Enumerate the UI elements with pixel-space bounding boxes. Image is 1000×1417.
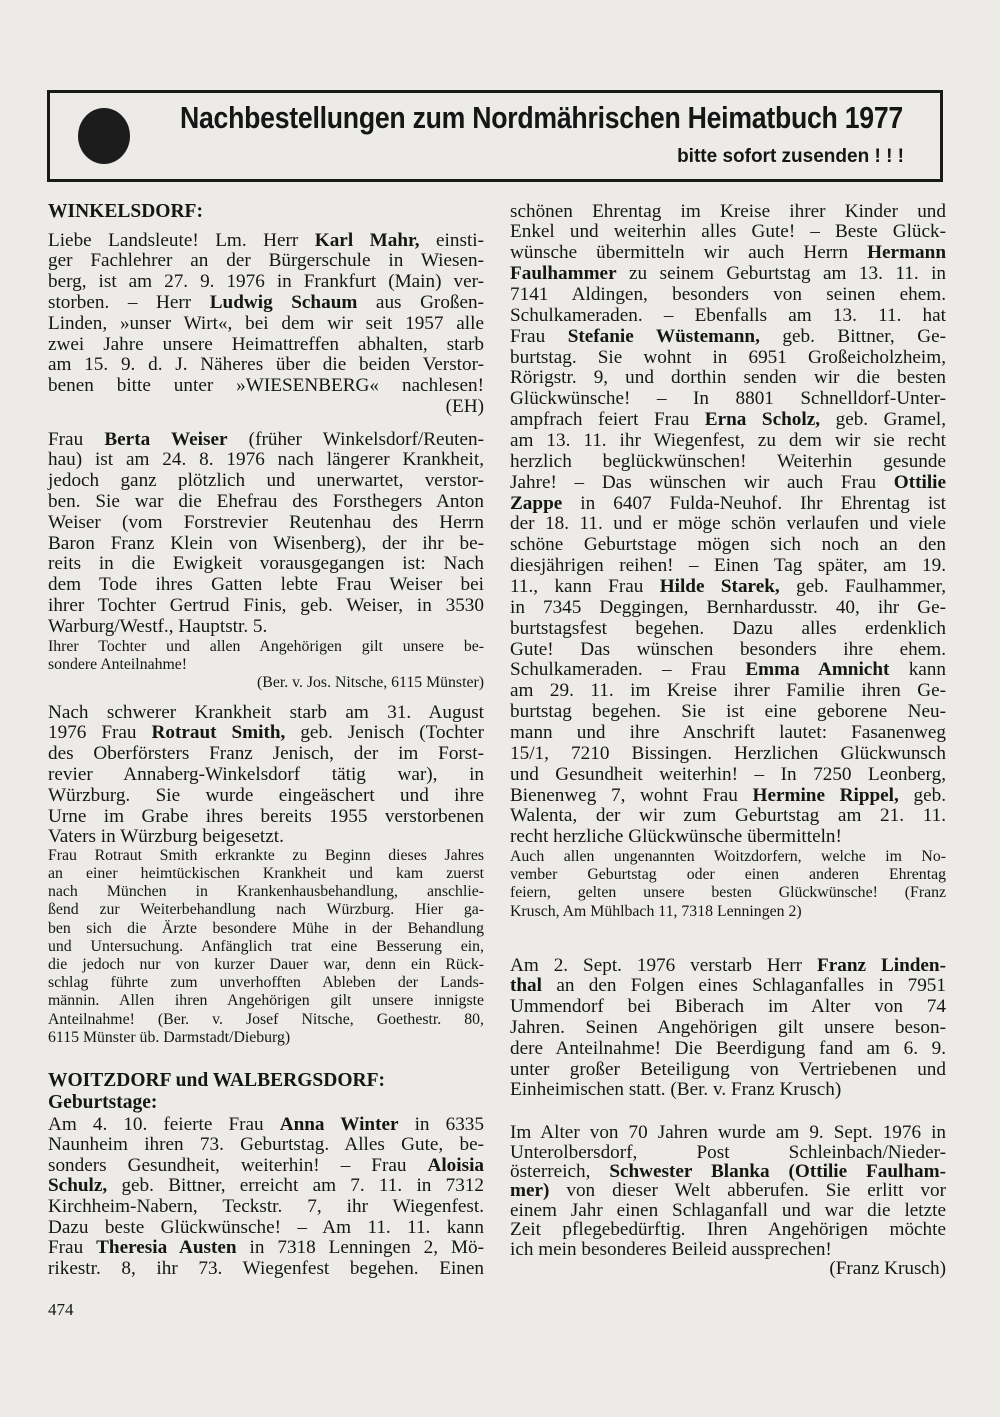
text-line [48, 1259, 484, 1280]
text-line [510, 202, 946, 223]
text-line [48, 1176, 484, 1197]
text-run: (EH) [445, 395, 484, 417]
subheading-geburtstage: Geburtstage: [48, 1092, 158, 1113]
right-column-paragraph [510, 956, 946, 1102]
text-line [510, 660, 946, 681]
text-run: männin. Allen ihren Angehörigen gilt unsere innigste [48, 992, 484, 1010]
section-heading-woitzdorf: WOITZDORF und WALBERGSDORF: [48, 1070, 385, 1091]
text-run: Enkel und weiterhin alles Gute! – Beste Glück- [510, 221, 946, 243]
text-line [510, 956, 946, 977]
text-line [510, 1039, 946, 1060]
text-run: vember Geburtstag oder einen anderen Ehrentag [510, 866, 946, 884]
name-highlight: Erna Scholz, [704, 409, 821, 431]
left-column-paragraph [48, 703, 484, 849]
text-run: burtstag. Sie wohnt in 6951 Großeicholzheim, [510, 346, 946, 368]
text-line [510, 1143, 946, 1162]
text-run: Urne im Grabe ihres bereits 1955 verstorbenen [48, 805, 484, 827]
text-run: am 13. 11. ihr Wiegenfest, zu dem wir sie recht [510, 430, 946, 452]
text-run: Jahre! – Das wünschen wir auch Frau [510, 471, 894, 493]
left-column-paragraph [48, 638, 484, 693]
text-run: in 6407 Fulda-Neuhof. Ihr Ehrentag ist [562, 492, 946, 514]
name-highlight: Theresia Austen [96, 1237, 237, 1259]
announcement-title: Nachbestellungen zum Nordmährischen Heimatbuch 1977 [180, 100, 903, 135]
text-line [510, 264, 946, 285]
name-highlight: Stefanie Wüstemann, [567, 325, 760, 347]
text-line [510, 473, 946, 494]
text-line [48, 974, 484, 992]
text-line [48, 534, 484, 555]
text-line [48, 492, 484, 513]
text-line [48, 938, 484, 956]
text-line [48, 314, 484, 335]
text-line [510, 514, 946, 535]
text-run: Zeit pflegebedürftig. Ihren Angehörigen möchte [510, 1219, 946, 1241]
text-run: österreich, [510, 1161, 610, 1183]
text-run: Nach schwerer Krankheit starb am 31. August [48, 701, 484, 723]
text-line [510, 452, 946, 473]
name-highlight: Zappe [510, 492, 563, 514]
text-line [510, 976, 946, 997]
text-run: Unterolbersdorf, Post Schleinbach/Nieder- [510, 1141, 946, 1163]
text-line [48, 827, 484, 848]
text-run: Naunheim ihren 73. Geburtstag. Alles Gute, be- [48, 1134, 484, 1156]
text-line [48, 765, 484, 786]
text-run: Glückwünsche! – In 8801 Schnelldorf-Unter- [510, 388, 946, 410]
name-highlight: Karl Mahr, [314, 229, 420, 251]
text-line [48, 847, 484, 865]
text-run: Frau [510, 325, 568, 347]
text-run: geb. Jenisch (Tochter [285, 722, 485, 744]
text-line [48, 1218, 484, 1239]
right-column-paragraph [510, 202, 946, 849]
text-line [510, 348, 946, 369]
text-run: Frau [48, 428, 105, 450]
name-highlight: Hilde Starek, [659, 576, 780, 598]
text-run: jedoch ganz plötzlich und unerwartet, verstor- [48, 470, 484, 492]
text-run: Am 2. Sept. 1976 verstarb Herr [510, 954, 817, 976]
text-line [510, 494, 946, 515]
name-highlight: Schulz, [48, 1175, 108, 1197]
text-line [48, 956, 484, 974]
text-line [510, 577, 946, 598]
text-line [48, 901, 484, 919]
text-run: am 15. 9. d. J. Näheres über die beiden Verstor- [48, 354, 484, 376]
text-run: ich mein besonderes Beileid aussprechen! [510, 1238, 832, 1260]
text-line [48, 513, 484, 534]
text-run: schönen Ehrentag im Kreise ihrer Kinder und [510, 200, 946, 222]
text-run: reits in die Ewigkeit vorausgegangen ist: Nach [48, 553, 484, 575]
text-run: rikestr. 8, ihr 73. Wiegenfest begehen. Einen [48, 1257, 484, 1279]
left-column-paragraph [48, 430, 484, 638]
text-run: am 29. 11. im Kreise ihrer Familie ihren Ge- [510, 680, 946, 702]
text-run: 7141 Aldingen, besonders von seinen ehem. [510, 284, 946, 305]
text-line [510, 1018, 946, 1039]
text-run: Baron Franz Klein von Wisenberg), der ihr be- [48, 532, 484, 554]
name-highlight: Hermann [867, 242, 946, 264]
text-run: revier Annaberg-Winkelsdorf tätig war), in [48, 763, 484, 785]
text-line [510, 681, 946, 702]
text-line [510, 1201, 946, 1220]
text-line [48, 450, 484, 471]
text-run: Schulkameraden. – Ebenfalls am 13. 11. hat [510, 304, 946, 326]
text-run: und Gesundheit weiterhin! – In 7250 Leonberg, [510, 763, 946, 785]
text-run: burtstag begehen. Sie ist eine geborene Neu- [510, 701, 946, 723]
text-run: unter großer Beteiligung von Vertriebenen und [510, 1058, 946, 1080]
text-run: recht herzliche Glückwünsche übermitteln! [510, 826, 842, 848]
text-run: in 7345 Deggingen, Bernhardusstr. 40, ihr Ge- [510, 596, 946, 618]
text-run: ger Fachlehrer an der Bürgerschule in Wiesen- [48, 250, 484, 272]
text-run: Einheimischen statt. (Ber. v. Franz Krusch) [510, 1079, 842, 1101]
text-run: 6115 Münster üb. Darmstadt/Dieburg) [48, 1028, 291, 1046]
text-run: in 7318 Lenningen 2, Mö- [236, 1237, 484, 1259]
name-highlight: Franz Linden- [817, 954, 946, 976]
text-run: ben sich die Ärzte besondere Mühe in der Behandlung [48, 919, 484, 937]
text-run: mann und ihre Anschrift lautet: Fasanenweg [510, 722, 946, 744]
text-run: Dazu beste Glückwünsche! – Am 11. 11. kann [48, 1216, 484, 1238]
name-highlight: Hermine Rippel, [752, 784, 899, 806]
text-line [48, 293, 484, 314]
text-line [510, 222, 946, 243]
text-line [48, 554, 484, 575]
text-line [48, 471, 484, 492]
text-run: ihrer Tochter Gertrud Finis, geb. Weiser, in 3530 [48, 594, 484, 616]
text-run: zu seinem Geburtstag am 13. 11. in [616, 263, 946, 285]
text-line [510, 327, 946, 348]
text-run: dem Tode ihres Gatten lebte Frau Weiser bei [48, 574, 484, 596]
text-line [48, 1115, 484, 1136]
text-line [510, 368, 946, 389]
section-heading-winkelsdorf: WINKELSDORF: [48, 201, 203, 222]
text-run: in 6335 [398, 1113, 484, 1135]
name-highlight: mer) [510, 1180, 550, 1202]
text-run: Weiser (vom Forstrevier Reutenhau des Herrn [48, 511, 484, 533]
text-line [510, 306, 946, 327]
text-run: dere Anteilnahme! Die Beerdigung fand am 6. 9. [510, 1037, 946, 1059]
text-run: burtstagsfest begehen. Dazu alles erdenklich [510, 617, 946, 639]
text-run: der 18. 11. und er möge schön verlaufen und viele [510, 513, 946, 535]
text-run: (früher Winkelsdorf/Reuten- [227, 428, 484, 450]
text-run: geb. [898, 784, 946, 806]
text-line [510, 535, 946, 556]
text-run: kann [889, 659, 946, 681]
text-line [48, 575, 484, 596]
text-run: Walenta, der wir zum Geburtstag am 21. 11. [510, 805, 946, 827]
text-run: Ihrer Tochter und allen Angehörigen gilt unsere be- [48, 637, 484, 655]
text-run: Im Alter von 70 Jahren wurde am 9. Sept. 1976 in [510, 1122, 946, 1144]
text-line [48, 883, 484, 901]
text-run: aus Großen- [357, 291, 485, 313]
text-run: an den Folgen eines Schlaganfalles in 7951 [542, 975, 946, 997]
text-line [510, 243, 946, 264]
name-highlight: Ottilie [893, 471, 946, 493]
text-run: einem Jahr einen Schlaganfall und war die letzte [510, 1199, 946, 1221]
text-run: schlag führte zum unverhofften Ableben der Lands- [48, 974, 484, 992]
text-run: Am 4. 10. feierte Frau [48, 1113, 280, 1135]
text-line [510, 1123, 946, 1142]
text-run: ßend zur Weiterbehandlung nach Würzburg. Hier ga- [48, 901, 484, 919]
text-run: geb. Bittner, Ge- [759, 325, 947, 347]
text-line [510, 866, 946, 884]
page-number: 474 [48, 1300, 74, 1319]
text-run: 15/1, 7210 Bissingen. Herzlichen Glückwunsch [510, 742, 946, 764]
text-run: Rörigstr. 9, und dorthin senden wir die besten [510, 367, 946, 389]
text-run: 1976 Frau [48, 722, 152, 744]
text-run: (Franz Krusch) [829, 1258, 946, 1280]
right-column-paragraph [510, 848, 946, 921]
text-line [48, 596, 484, 617]
text-run: sondere Anteilnahme! [48, 656, 188, 674]
text-run: 11., kann Frau [510, 576, 660, 598]
text-run: Liebe Landsleute! Lm. Herr [48, 229, 315, 251]
text-line [510, 903, 946, 921]
text-line [510, 556, 946, 577]
text-line [48, 786, 484, 807]
text-line [48, 703, 484, 724]
text-run: Krusch, Am Mühlbach 11, 7318 Lenningen 2) [510, 902, 802, 920]
name-highlight: Ludwig Schaum [209, 291, 358, 313]
text-run: geb. Gramel, [820, 409, 946, 431]
text-run: geb. Faulhammer, [779, 576, 946, 598]
text-line [510, 1240, 946, 1259]
text-run: Schulkameraden. – Frau [510, 659, 746, 681]
text-run: feiern, gelten unsere besten Glückwünsche! (Franz [510, 884, 946, 902]
text-run: des Oberförsters Franz Jenisch, der im Forst- [48, 743, 484, 765]
text-run: Jahren. Seinen Angehörigen gilt unsere beson- [510, 1016, 946, 1038]
text-line [48, 231, 484, 252]
text-line [48, 335, 484, 356]
text-line [48, 920, 484, 938]
text-line [48, 638, 484, 656]
text-line [510, 884, 946, 902]
text-run: Vaters in Würzburg beigesetzt. [48, 826, 284, 848]
text-line [48, 723, 484, 744]
text-run: Kirchheim-Nabern, Teckstr. 7, ihr Wiegenfest. [48, 1196, 484, 1218]
text-line [510, 1162, 946, 1181]
text-line [510, 619, 946, 640]
text-run: Bienenweg 7, wohnt Frau [510, 784, 753, 806]
text-run: Warburg/Westf., Hauptstr. 5. [48, 615, 268, 637]
name-highlight: Berta Weiser [104, 428, 228, 450]
text-line [510, 640, 946, 661]
text-line [48, 656, 484, 674]
text-line [48, 807, 484, 828]
text-run: ampfrach feiert Frau [510, 409, 705, 431]
text-line [510, 389, 946, 410]
text-line [48, 1156, 484, 1177]
text-run: schöne Geburtstage mögen sich noch an den [510, 534, 946, 556]
text-line [510, 997, 946, 1018]
text-line [48, 617, 484, 638]
text-run: Frau Rotraut Smith erkrankte zu Beginn dieses Jahres [48, 846, 484, 864]
text-line [48, 397, 484, 418]
text-line [510, 1060, 946, 1081]
text-run: Ummendorf bei Biberach im Alter von 74 [510, 996, 946, 1018]
text-run: wünsche übermitteln wir auch Herrn [510, 242, 868, 264]
text-run: geb. Bittner, erreicht am 7. 11. in 7312 [107, 1175, 484, 1197]
text-line [510, 723, 946, 744]
text-run: Linden, »unser Wirt«, bei dem wir seit 1957 alle [48, 312, 484, 334]
text-line [48, 272, 484, 293]
text-run: hau) ist am 24. 8. 1976 nach längerer Krankheit, [48, 449, 484, 471]
text-line [510, 431, 946, 452]
text-line [510, 1220, 946, 1239]
text-run: Auch allen ungenannten Woitzdorfern, welche im No- [510, 847, 946, 865]
text-run: an einer heimtückischen Krankheit und kam zuerst [48, 865, 484, 883]
text-run: Gute! Das wünschen besonders ihre ehem. [510, 638, 946, 660]
text-line [48, 251, 484, 272]
left-column-paragraph [48, 1115, 484, 1280]
text-line [48, 865, 484, 883]
text-line [510, 848, 946, 866]
text-line [48, 1011, 484, 1029]
text-run: die jedoch nur von kurzer Dauer war, denn ein Rück- [48, 956, 484, 974]
text-run: einsti- [419, 229, 485, 251]
name-highlight: Anna Winter [279, 1113, 399, 1135]
text-line [510, 598, 946, 619]
text-line [510, 1080, 946, 1101]
text-line [48, 1135, 484, 1156]
text-line [510, 702, 946, 723]
text-line [510, 765, 946, 786]
name-highlight: Aloisia [427, 1154, 484, 1176]
text-line [48, 744, 484, 765]
text-line [510, 827, 946, 848]
name-highlight: Emma Amnicht [745, 659, 890, 681]
text-run: Anteilnahme! (Ber. v. Josef Nitsche, Goethestr. 80, [48, 1010, 484, 1028]
text-run: storben. – Herr [48, 291, 210, 313]
right-column-paragraph [510, 1123, 946, 1278]
text-run: berg, ist am 27. 9. 1976 in Frankfurt (Main) ver- [48, 271, 484, 293]
text-run: (Ber. v. Jos. Nitsche, 6115 Münster) [257, 674, 484, 692]
text-run: ben. Sie war die Ehefrau des Forsthegers Anton [48, 490, 484, 512]
name-highlight: Faulhammer [510, 263, 617, 285]
text-line [48, 1029, 484, 1047]
text-line [48, 376, 484, 397]
text-line [48, 992, 484, 1010]
name-highlight: thal [510, 975, 542, 997]
text-line [510, 786, 946, 807]
text-run: nach München in Krankenhausbehandlung, anschlie- [48, 883, 484, 901]
text-run: diesjährigen reihen! – Einen Tag später, am 19. [510, 555, 946, 577]
text-run: von dieser Welt abberufen. Sie erlitt vor [549, 1180, 946, 1202]
text-run: und Untersuchung. Anfänglich trat eine Besserung ein, [48, 937, 484, 955]
text-run: Frau [48, 1237, 97, 1259]
announcement-subtitle: bitte sofort zusenden ! ! ! [677, 146, 904, 167]
text-line [48, 1197, 484, 1218]
text-line [48, 355, 484, 376]
name-highlight: Schwester Blanka (Ottilie Faulham- [609, 1161, 946, 1183]
text-run: Würzburg. Sie wurde eingeäschert und ihre [48, 784, 484, 806]
left-column-paragraph [48, 231, 484, 418]
text-line [48, 430, 484, 451]
text-run: sonders Gesundheit, weiterhin! – Frau [48, 1154, 428, 1176]
text-line [510, 744, 946, 765]
text-line [48, 674, 484, 692]
name-highlight: Rotraut Smith, [151, 722, 286, 744]
text-line [510, 285, 946, 306]
text-line [48, 1238, 484, 1259]
text-run: herzlich beglückwünschen! Weiterhin gesunde [510, 450, 946, 472]
text-line [510, 806, 946, 827]
text-run: benen bitte unter »WIESENBERG« nachlesen! [48, 375, 484, 397]
left-column-paragraph [48, 847, 484, 1047]
text-line [510, 1181, 946, 1200]
bullet-dot-icon [78, 108, 130, 164]
text-run: zwei Jahre unsere Heimattreffen abhalten, starb [48, 333, 484, 355]
text-line [510, 410, 946, 431]
text-line [510, 1259, 946, 1278]
